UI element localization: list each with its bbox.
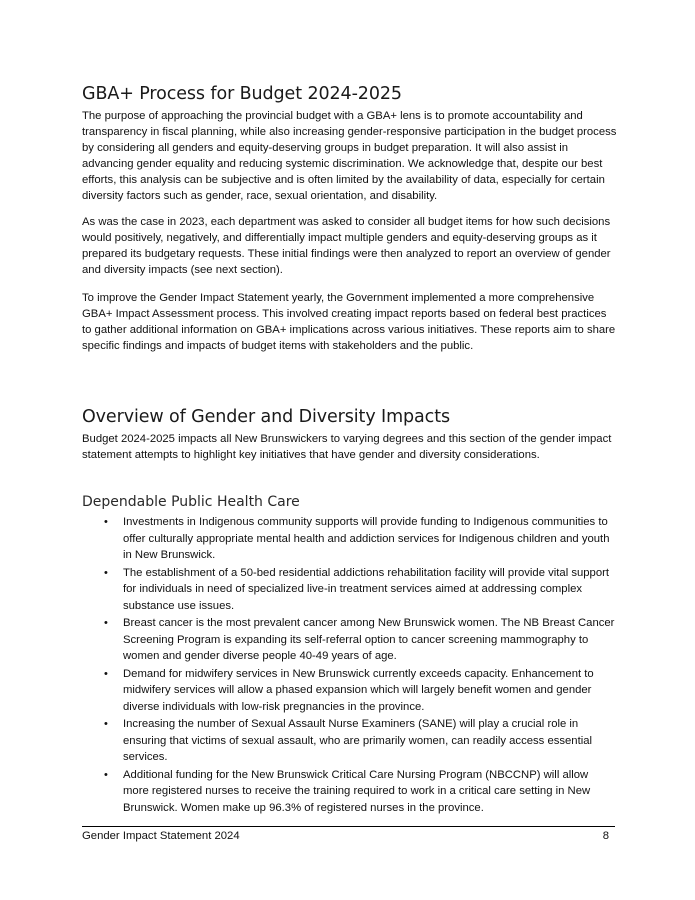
footer-document-title: Gender Impact Statement 2024 <box>82 830 240 842</box>
bullet-text: Increasing the number of Sexual Assault Nurse Examiners (SANE) will play a crucial role in ensuring that victims of sexual assault, who are primarily women, can readily access essential services. <box>123 718 593 763</box>
bullet-item-addictions-facility <box>82 565 617 615</box>
bullet-text: Investments in Indigenous community supports will provide funding to Indigenous communities to offer culturally appropriate mental health and addiction services for Indigenous children and youth in New Brunswick. <box>123 516 610 561</box>
bullet-icon: • <box>104 566 108 579</box>
bullet-icon: • <box>104 516 108 528</box>
bullet-item-midwifery <box>82 666 617 716</box>
paragraph-gba-purpose: The purpose of approaching the provincial budget with a GBA+ lens is to promote accountability and transparency in fiscal planning, while also increasing gender-responsive participation in the budget process by considering all genders and equity-deserving groups in budget preparation. It will also assist in advancing gender equality and reducing systemic discrimination. We acknowledge that, despite our best efforts, this analysis can be subjective and is often limited by the availability of data, especially for certain diversity factors such as gender, race, sexual orientation, and disability. <box>82 110 617 203</box>
bullet-icon: • <box>104 667 108 680</box>
bullet-item-breast-cancer <box>82 615 617 665</box>
bullet-text: Additional funding for the New Brunswick Critical Care Nursing Program (NBCCNP) will allow more registered nurses to receive the training required to work in a critical care setting in New Brunswick. Women make up 96.3% of registered nurses in the province. <box>123 768 591 814</box>
subsection-heading-health-care: Dependable Public Health Care <box>82 494 300 510</box>
section-heading-overview: Overview of Gender and Diversity Impacts <box>82 407 450 427</box>
bullet-item-nbccnp <box>82 767 617 817</box>
bullet-text: Demand for midwifery services in New Brunswick currently exceeds capacity. Enhancement to midwifery services will allow a phased expansion which will largely benefit women and gender diverse individuals with low-risk pregnancies in the province. <box>123 667 594 713</box>
bullet-item-sane <box>82 716 617 766</box>
section-heading-gba-process: GBA+ Process for Budget 2024-2025 <box>82 84 402 104</box>
paragraph-department-process: As was the case in 2023, each department was asked to consider all budget items for how such decisions would positively, negatively, and differentially impact multiple genders and equity-deserving groups as it prepared its budgetary requests. These initial findings were then analyzed to report an overview of gender and diversity impacts (see next section). <box>82 216 611 277</box>
bullet-text: The establishment of a 50-bed residential addictions rehabilitation facility will provide vital support for individuals in need of specialized live-in treatment services aimed at addressing complex substance use issues. <box>123 566 610 612</box>
bullet-icon: • <box>104 617 108 629</box>
health-care-bullet-list <box>82 514 617 817</box>
bullet-icon: • <box>104 718 108 730</box>
paragraph-impact-assessment: To improve the Gender Impact Statement yearly, the Government implemented a more comprehensive GBA+ Impact Assessment process. This involved creating impact reports based on federal best practices to gather additional information on GBA+ implications across various initiatives. These reports aim to share specific findings and impacts of budget items with stakeholders and the public. <box>82 292 616 353</box>
bullet-icon: • <box>104 768 108 781</box>
footer-divider <box>82 826 615 827</box>
bullet-item-indigenous-supports <box>82 514 617 564</box>
footer-page-number: 8 <box>602 830 609 842</box>
bullet-text: Breast cancer is the most prevalent cancer among New Brunswick women. The NB Breast Cancer Screening Program is expanding its self-referral option to cancer screening mammography to women and gender diverse people 40-49 years of age. <box>123 617 615 662</box>
paragraph-overview-intro: Budget 2024-2025 impacts all New Brunswickers to varying degrees and this section of the gender impact statement attempts to highlight key initiatives that have gender and diversity considerations. <box>82 433 612 462</box>
